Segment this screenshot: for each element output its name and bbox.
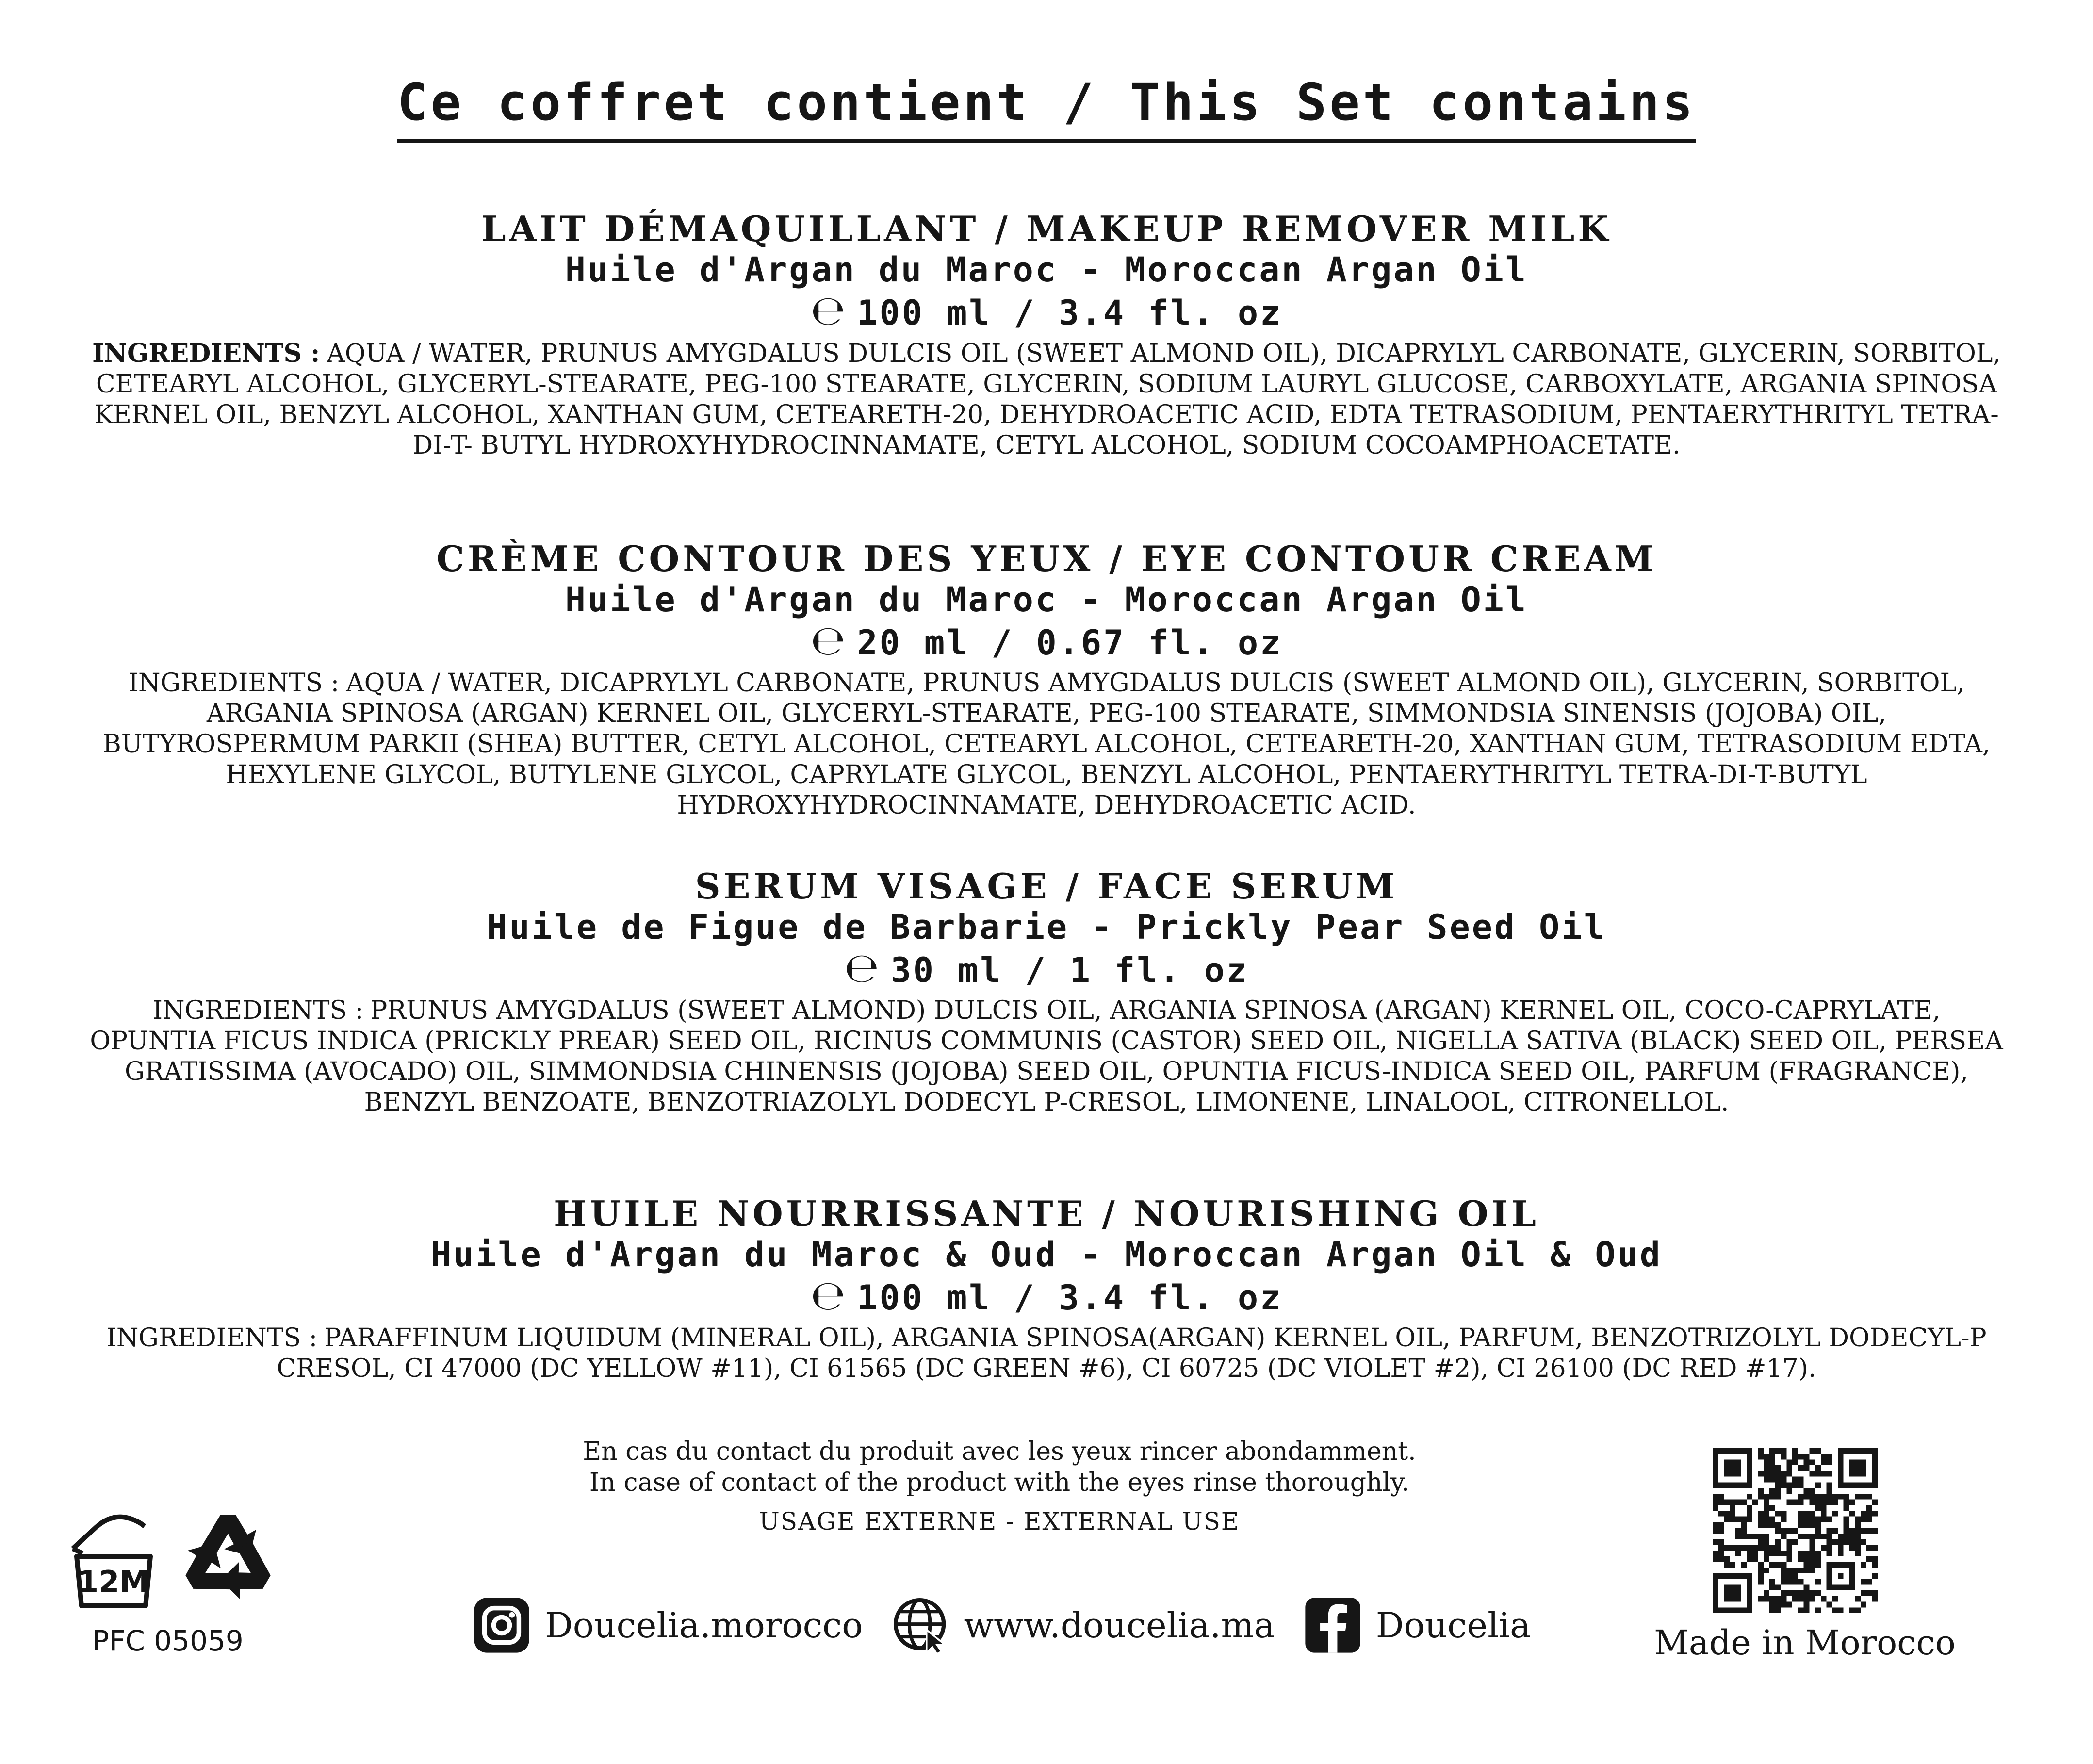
ingredients-text: AQUA / WATER, DICAPRYLYL CARBONATE, PRUNUS AMYGDALUS DULCIS (SWEET ALMOND OIL), GLYCERIN, SORBITOL, ARGANIA SPINOSA (ARGAN) KERNEL OIL, GLYCERYL-STEARATE, PEG-100 STEARATE, SIMMONDSIA SINENSIS (JOJOBA) OIL, BUTYROSPERMUM PARKII (SHEA) BUTTER, CETYL ALCOHOL, CETEARYL ALCOHOL, CETEARETH-20, XANTHAN GUM, TETRASODIUM EDTA, HEXYLENE GLYCOL, BUTYLENE GLYCOL, CAPRYLATE GLYCOL, BENZYL ALCOHOL, PENTAERYTHRITYL TETRA-DI-T-BUTYL HYDROXYHYDROCINNAMATE, DEHYDROACETIC ACID.: [102, 669, 1991, 820]
product-ingredients: [88, 668, 2005, 821]
product-ingredients: [88, 338, 2005, 461]
product-name: LAIT DÉMAQUILLANT / MAKEUP REMOVER MILK: [481, 208, 1612, 249]
product-volume-line: [0, 944, 2093, 992]
estimated-sign-icon: ℮: [810, 617, 848, 664]
product-face-serum: [0, 866, 2093, 1118]
instagram-icon: [473, 1597, 530, 1654]
usage-note: USAGE EXTERNE - EXTERNAL USE: [759, 1507, 1240, 1535]
globe-cursor-icon: [892, 1597, 949, 1654]
product-oil: Huile d'Argan du Maroc & Oud - Moroccan Argan Oil & Oud: [431, 1235, 1662, 1274]
product-volume-line: [0, 1272, 2093, 1319]
product-volume-line: [0, 617, 2093, 664]
website-link[interactable]: [892, 1597, 1275, 1654]
product-ingredients: [88, 1323, 2005, 1384]
page-title: Ce coffret contient / This Set contains: [397, 73, 1696, 143]
product-volume: 30 ml / 1 fl. oz: [890, 950, 1249, 990]
packaging-symbols: [68, 1504, 301, 1611]
ingredients-label: INGREDIENTS :: [92, 339, 320, 368]
ingredients-label: INGREDIENTS :: [106, 1323, 318, 1353]
ingredients-text: AQUA / WATER, PRUNUS AMYGDALUS DULCIS OIL (SWEET ALMOND OIL), DICAPRYLYL CARBONATE, GLYCERIN, SORBITOL, CETEARYL ALCOHOL, GLYCERYL-STEARATE, PEG-100 STEARATE, GLYCERIN, SODIUM LAURYL GLUCOSE, CARBOXYLATE, ARGANIA SPINOSA KERNEL OIL, BENZYL ALCOHOL, XANTHAN GUM, CETEARETH-20, DEHYDROACETIC ACID, EDTA TETRASODIUM, PENTAERYTHRITYL TETRA-DI-T- BUTYL HYDROXYHYDROCINNAMATE, CETYL ALCOHOL, SODIUM COCOAMPHOACETATE.: [94, 339, 2001, 460]
ingredients-text: PARAFFINUM LIQUIDUM (MINERAL OIL), ARGANIA SPINOSA(ARGAN) KERNEL OIL, PARFUM, BENZOTRIZOLYL DODECYL-P CRESOL, CI 47000 (DC YELLOW #11), CI 61565 (DC GREEN #6), CI 60725 (DC VIOLET #2), CI 26100 (DC RED #17).: [277, 1323, 1987, 1383]
product-volume: 100 ml / 3.4 fl. oz: [857, 1278, 1283, 1318]
facebook-name: Doucelia: [1375, 1605, 1531, 1646]
product-oil: Huile d'Argan du Maroc - Moroccan Argan Oil: [565, 580, 1528, 620]
ingredients-label: INGREDIENTS :: [128, 669, 340, 698]
social-links: [473, 1596, 1560, 1654]
estimated-sign-icon: ℮: [810, 287, 848, 334]
recycle-icon: [175, 1515, 280, 1606]
facebook-icon: [1304, 1597, 1361, 1654]
open-jar-icon: [73, 1517, 150, 1606]
pfc-code: PFC 05059: [92, 1624, 244, 1657]
product-name: HUILE NOURRISSANTE / NOURISHING OIL: [554, 1193, 1539, 1234]
facebook-link[interactable]: [1304, 1597, 1531, 1654]
product-volume: 20 ml / 0.67 fl. oz: [857, 623, 1283, 663]
product-makeup-remover: [0, 209, 2093, 461]
product-ingredients: [88, 996, 2005, 1118]
product-oil: Huile de Figue de Barbarie - Prickly Pear Seed Oil: [487, 907, 1606, 947]
estimated-sign-icon: ℮: [810, 1272, 848, 1319]
product-name: CRÈME CONTOUR DES YEUX / EYE CONTOUR CREAM: [436, 538, 1657, 579]
made-in: Made in Morocco: [1654, 1623, 1956, 1663]
instagram-link[interactable]: [473, 1597, 863, 1654]
qr-code-icon[interactable]: [1713, 1448, 1878, 1613]
instagram-handle: Doucelia.morocco: [545, 1605, 863, 1646]
warning-fr: En cas du contact du produit avec les yeux rincer abondamment.: [583, 1437, 1416, 1466]
product-nourishing-oil: [0, 1193, 2093, 1384]
product-name: SERUM VISAGE / FACE SERUM: [695, 866, 1398, 907]
warning-en: In case of contact of the product with the eyes rinse thoroughly.: [589, 1468, 1410, 1497]
product-eye-contour: [0, 539, 2093, 821]
product-volume-line: [0, 287, 2093, 334]
safety-warnings: [505, 1436, 1494, 1537]
title-wrap: [0, 73, 2093, 143]
website-url: www.doucelia.ma: [964, 1605, 1275, 1646]
product-volume: 100 ml / 3.4 fl. oz: [857, 293, 1283, 333]
product-oil: Huile d'Argan du Maroc - Moroccan Argan Oil: [565, 250, 1528, 290]
ingredients-text: PRUNUS AMYGDALUS (SWEET ALMOND) DULCIS OIL, ARGANIA SPINOSA (ARGAN) KERNEL OIL, COCO-CAPRYLATE, OPUNTIA FICUS INDICA (PRICKLY PREAR) SEED OIL, RICINUS COMMUNIS (CASTOR) SEED OIL, NIGELLA SATIVA (BLACK) SEED OIL, PERSEA GRATISSIMA (AVOCADO) OIL, SIMMONDSIA CHINENSIS (JOJOBA) SEED OIL, OPUNTIA FICUS-INDICA SEED OIL, PARFUM (FRAGRANCE), BENZYL BENZOATE, BENZOTRIAZOLYL DODECYL P-CRESOL, LIMONENE, LINALOOL, CITRONELLOL.: [90, 996, 2003, 1117]
ingredients-label: INGREDIENTS :: [152, 996, 364, 1025]
estimated-sign-icon: ℮: [844, 944, 881, 992]
pao-label: 12M: [78, 1564, 149, 1600]
